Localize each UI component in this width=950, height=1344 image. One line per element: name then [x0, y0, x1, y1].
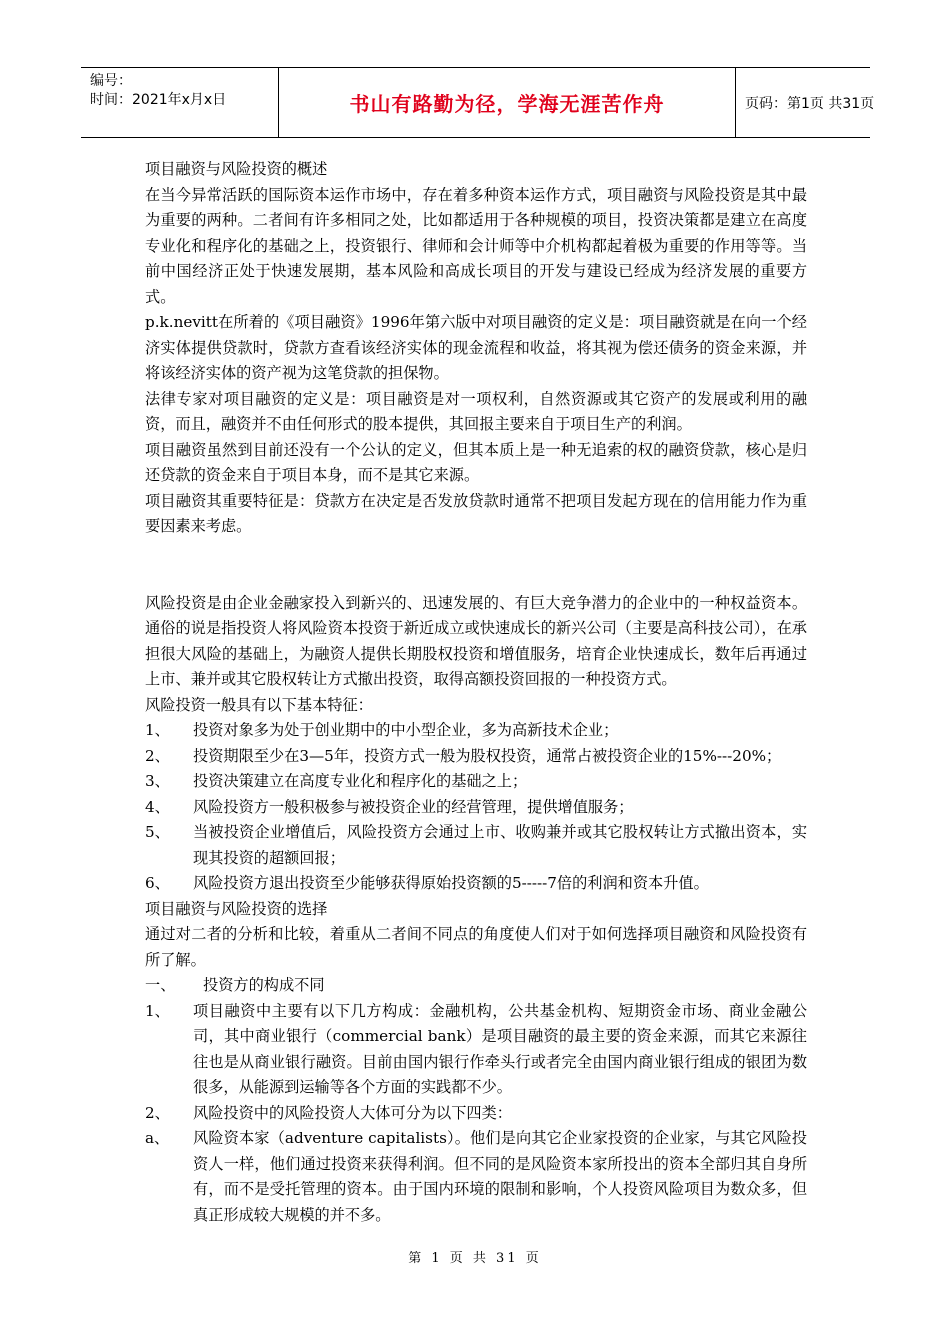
list-number: 一、 [145, 976, 176, 994]
list-text: 风险投资中的风险投资人大体可分为以下四类： [193, 1103, 512, 1122]
header-motto: 书山有路勤为径，学海无涯苦作舟 [279, 68, 736, 137]
list-item [145, 769, 807, 795]
list-item [145, 820, 807, 871]
list-item [145, 999, 807, 1101]
paragraph: 风险投资一般具有以下基本特征： [145, 695, 373, 714]
list-number: 2、 [145, 746, 170, 765]
paragraph: 项目融资虽然到目前还没有一个公认的定义，但其本质上是一种无追索的权的融资贷款，核心是归还贷款的资金来自于项目本身，而不是其它来源。 [145, 440, 807, 484]
paragraph: p.k.nevitt在所着的《项目融资》1996年第六版中对项目融资的定义是：项目融资就是在向一个经济实体提供贷款时，贷款方查看该经济实体的现金流程和收益，将其视为偿还债务的资金来源，并将该经济实体的资产视为这笔贷款的担保物。 [145, 313, 807, 382]
list-number: 4、 [145, 797, 170, 816]
list-item [145, 718, 807, 744]
list-number: 2、 [145, 1103, 170, 1122]
list-number: 6、 [145, 874, 170, 892]
list-item [145, 744, 807, 770]
list-text: 风险资本家（adventure capitalists）。他们是向其它企业家投资的企业家，与其它风险投资人一样，他们通过投资来获得利润。但不同的是风险资本家所投出的资本全部归其自身所有，而不是受托管理的资本。由于国内环境的限制和影响，个人投资风险项目为数众多，但真正形成较大规模的并不多。 [193, 1129, 807, 1224]
list-text: 风险投资方退出投资至少能够获得原始投资额的5-----7倍的利润和资本升值。 [193, 874, 709, 892]
paragraph: 风险投资是由企业金融家投入到新兴的、迅速发展的、有巨大竞争潜力的企业中的一种权益资本。通俗的说是指投资人将风险资本投资于新近成立或快速成长的新兴公司（主要是高科技公司），在承担很大风险的基础上，为融资人提供长期股权投资和增值服务，培育企业快速成长，数年后再通过上市、兼并或其它股权转让方式撤出投资，取得高额投资回报的一种投资方式。 [145, 593, 807, 688]
paragraph: 法律专家对项目融资的定义是：项目融资是对一项权利，自然资源或其它资产的发展或利用的融资，而且，融资并不由任何形式的股本提供，其回报主要来自于项目生产的利润。 [145, 389, 807, 433]
list-text: 投资决策建立在高度专业化和程序化的基础之上； [193, 772, 528, 790]
list-text: 项目融资中主要有以下几方构成：金融机构，公共基金机构、短期资金市场、商业金融公司，其中商业银行（commercial bank）是项目融资的最主要的资金来源，而其它来源往往也是从商业银行融资。目前由国内银行作牵头行或者完全由国内商业银行组成的银团为数很多，从能源到运输等各个方面的实践都不少。 [193, 1001, 807, 1096]
list-item [145, 1101, 807, 1127]
blank-line [145, 540, 807, 591]
paragraph: 项目融资其重要特征是：贷款方在决定是否发放贷款时通常不把项目发起方现在的信用能力作为重要因素来考虑。 [145, 491, 807, 535]
list-number: 5、 [145, 823, 170, 841]
number-label: 编号： [90, 73, 132, 89]
section-title: 项目融资与风险投资的选择 [145, 899, 328, 918]
header-page-info: 页码：第1页 共31页 [745, 95, 875, 112]
page-header [81, 67, 875, 138]
list-item [145, 871, 807, 897]
list-text: 风险投资方一般积极参与被投资企业的经营管理，提供增值服务； [193, 797, 634, 816]
list-number: 1、 [145, 1001, 170, 1020]
list-text: 投资期限至少在3—5年，投资方式一般为股权投资，通常占被投资企业的15%---20%； [193, 746, 782, 765]
list-number: a、 [145, 1129, 170, 1147]
time-label: 时间：2021年x月x日 [90, 92, 227, 108]
list-number: 3、 [145, 772, 170, 790]
paragraph: 通过对二者的分析和比较，着重从二者间不同点的角度使人们对于如何选择项目融资和风险投资有所了解。 [145, 925, 807, 969]
list-text: 投资对象多为处于创业期中的中小型企业，多为高新技术企业； [193, 721, 619, 739]
page-footer: 第 1 页 共 31 页 [408, 1251, 542, 1266]
document-body [145, 157, 807, 1228]
list-item [145, 1126, 807, 1228]
header-meta [81, 68, 279, 137]
list-item [145, 795, 807, 821]
list-item [145, 973, 807, 999]
list-number: 1、 [145, 721, 170, 739]
list-text: 投资方的构成不同 [203, 976, 325, 994]
section-title: 项目融资与风险投资的概述 [145, 160, 328, 178]
list-text: 当被投资企业增值后，风险投资方会通过上市、收购兼并或其它股权转让方式撤出资本，实现其投资的超额回报； [193, 823, 807, 867]
paragraph: 在当今异常活跃的国际资本运作市场中，存在着多种资本运作方式，项目融资与风险投资是其中最为重要的两种。二者间有许多相同之处，比如都适用于各种规模的项目，投资决策都是建立在高度专业化和程序化的基础之上，投资银行、律师和会计师等中介机构都起着极为重要的作用等等。当前中国经济正处于快速发展期，基本风险和高成长项目的开发与建设已经成为经济发展的重要方式。 [145, 185, 807, 306]
